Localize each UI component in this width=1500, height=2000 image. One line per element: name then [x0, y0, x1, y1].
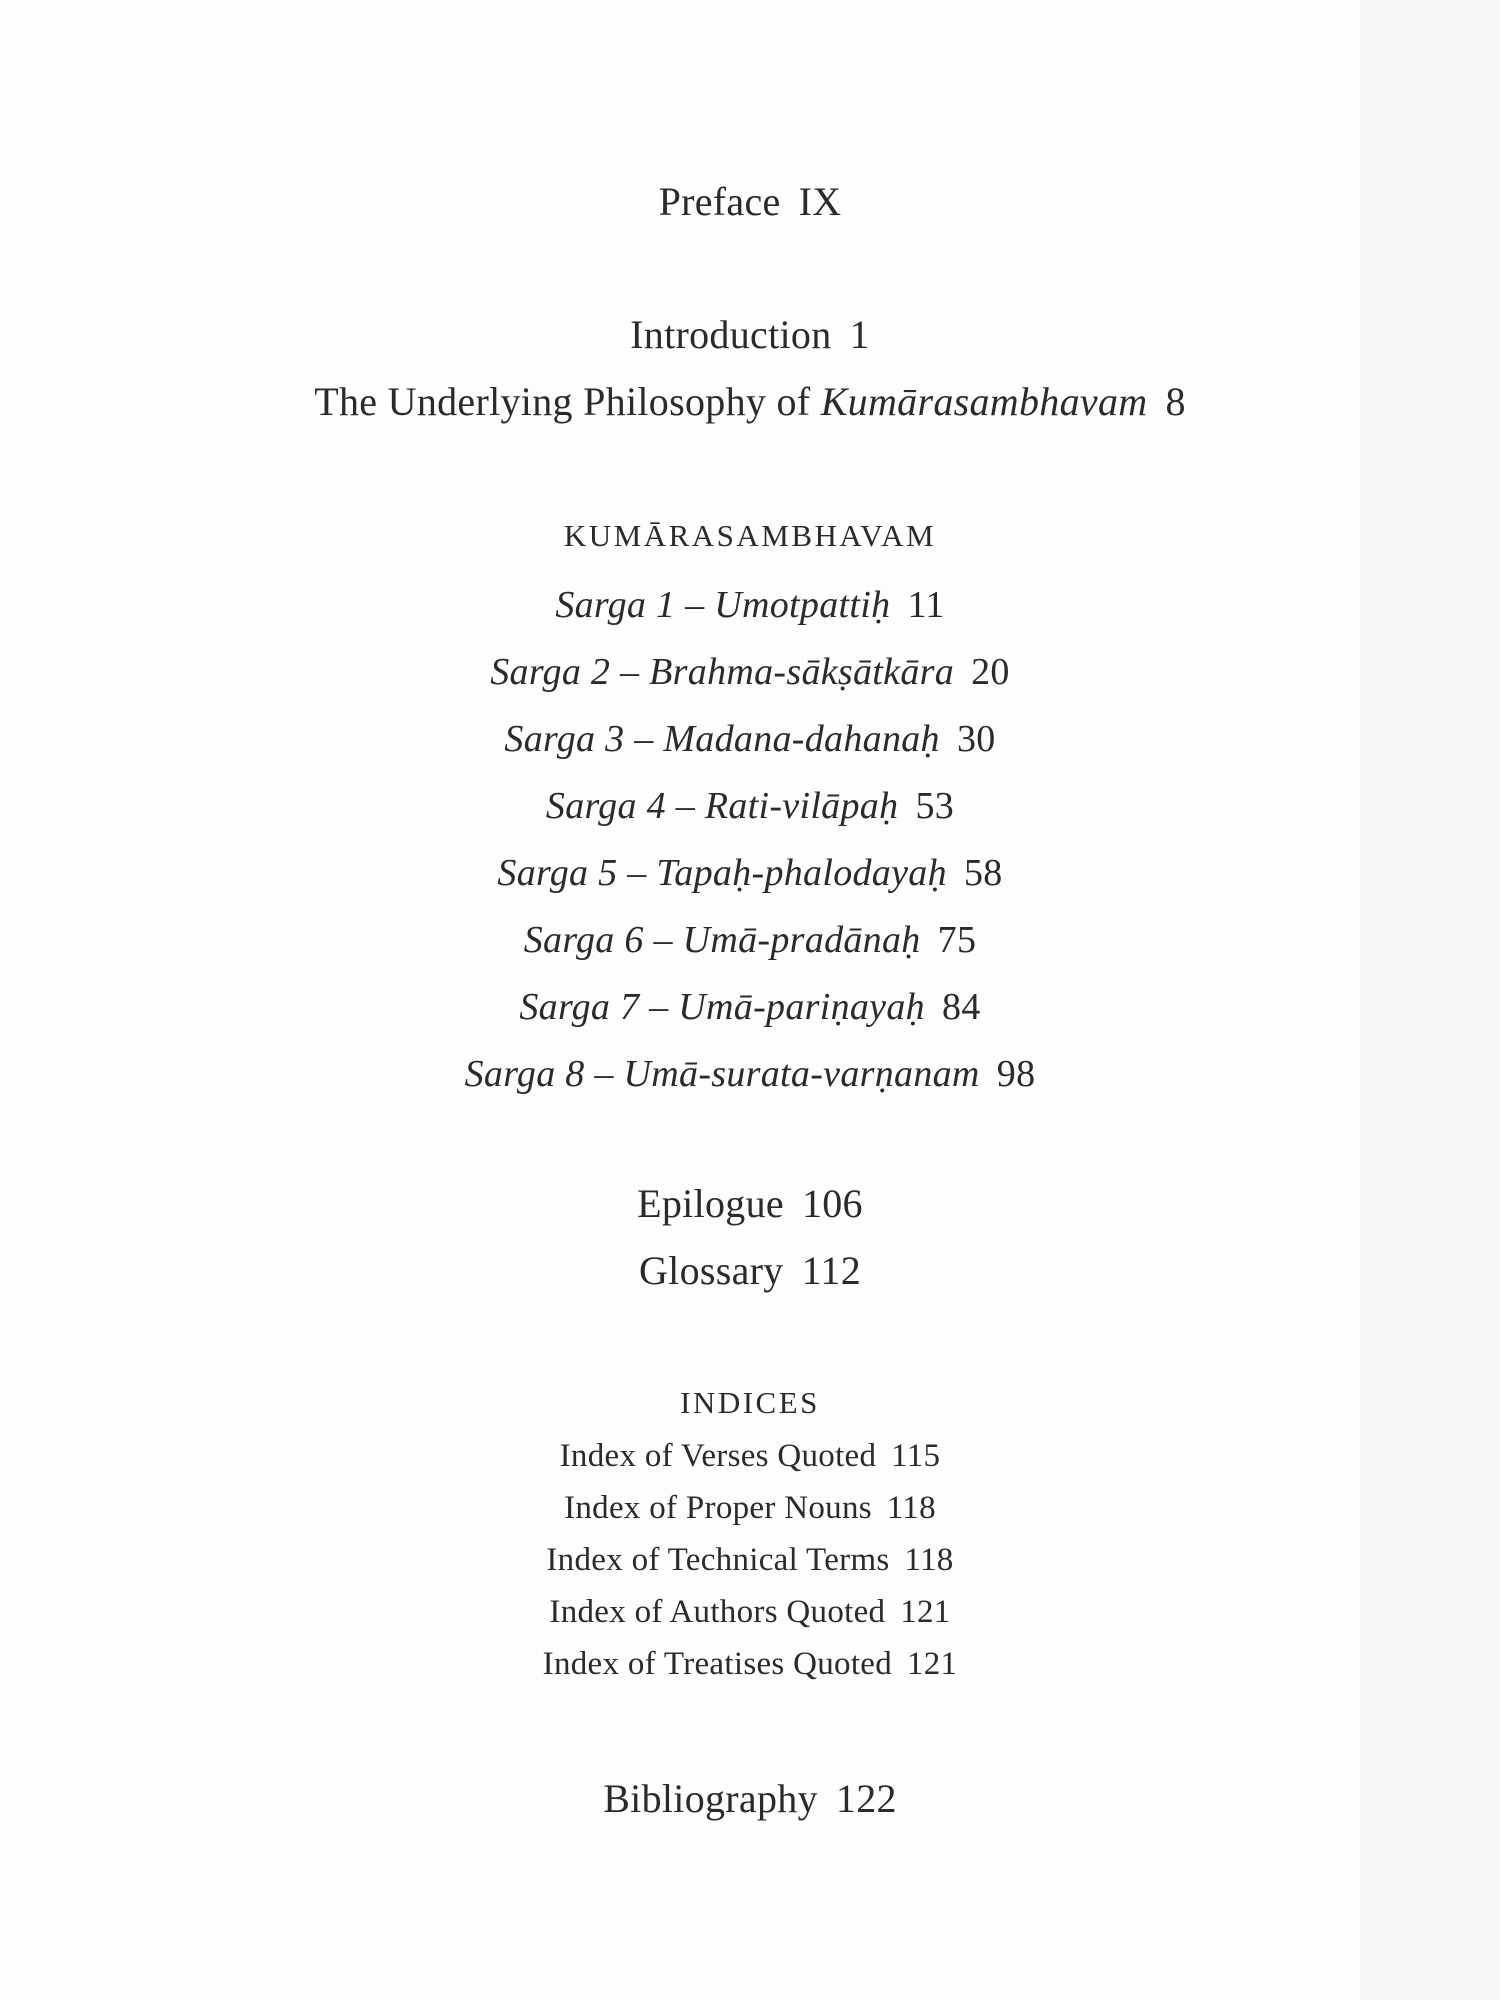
toc-entry-sarga-1: [0, 583, 1500, 627]
toc-label: Index of Proper Nouns: [564, 1490, 872, 1526]
sarga-number: Sarga 8: [464, 1053, 585, 1095]
sarga-number: Sarga 2: [490, 651, 611, 693]
dash: –: [634, 718, 654, 760]
toc-label: Bibliography: [603, 1776, 818, 1821]
sarga-name: Rati-vilāpaḥ: [704, 785, 899, 827]
toc-page-number: 53: [915, 785, 955, 827]
toc-label: Index of Technical Terms: [546, 1542, 890, 1578]
sarga-name: Tapaḥ-phalodayaḥ: [656, 852, 947, 894]
toc-label: The Underlying Philosophy of: [314, 379, 811, 424]
toc-page-number: 121: [900, 1594, 951, 1630]
toc-entry-index-treatises: [0, 1646, 1500, 1683]
dash: –: [675, 785, 695, 827]
dash: –: [620, 651, 640, 693]
toc-page-number: 84: [942, 986, 981, 1028]
sarga-name: Umotpattiḥ: [714, 584, 891, 626]
toc-entry-index-technical-terms: [0, 1542, 1500, 1579]
dash: –: [627, 852, 647, 894]
toc-entry-sarga-6: [0, 918, 1500, 962]
sarga-name: Madana-dahanaḥ: [663, 718, 940, 760]
toc-entry-sarga-3: [0, 717, 1500, 761]
toc-entry-sarga-5: [0, 851, 1500, 895]
toc-label: Glossary: [638, 1248, 784, 1293]
dash: –: [653, 919, 673, 961]
sarga-name: Umā-surata-varṇanam: [623, 1053, 980, 1095]
sarga-name: Umā-pariṇayaḥ: [678, 986, 925, 1028]
toc-page-number: 75: [937, 919, 977, 961]
dash: –: [594, 1053, 614, 1095]
sarga-number: Sarga 7: [519, 986, 640, 1028]
toc-entry-philosophy: [0, 378, 1500, 425]
toc-entry-index-authors: [0, 1594, 1500, 1631]
toc-entry-sarga-2: [0, 650, 1500, 694]
toc-page-number: 118: [904, 1542, 954, 1578]
sarga-name: Umā-pradānaḥ: [682, 919, 921, 961]
toc-page-number: 121: [906, 1646, 958, 1682]
toc-label: Introduction: [630, 312, 832, 357]
toc-page-number: 30: [956, 718, 996, 760]
toc-entry-sarga-4: [0, 784, 1500, 828]
toc-page-number: 58: [963, 852, 1003, 894]
toc-page-number: 11: [907, 584, 945, 626]
toc-entry-sarga-8: [0, 1052, 1500, 1096]
section-heading-indices: INDICES: [680, 1385, 820, 1420]
sarga-number: Sarga 3: [504, 718, 625, 760]
toc-page-number: 118: [886, 1490, 936, 1526]
sarga-name: Brahma-sākṣātkāra: [649, 651, 955, 693]
toc-page-number: 115: [891, 1438, 941, 1474]
toc-entry-epilogue: [0, 1180, 1500, 1227]
dash: –: [649, 986, 669, 1028]
toc-page-number: 1: [849, 312, 870, 357]
toc-entry-introduction: [0, 311, 1500, 358]
sarga-number: Sarga 5: [497, 852, 618, 894]
toc-page-number: 98: [996, 1053, 1036, 1095]
toc-page-number: 106: [801, 1181, 863, 1226]
toc-entry-bibliography: [0, 1775, 1500, 1822]
sarga-number: Sarga 4: [545, 785, 666, 827]
toc-entry-sarga-7: [0, 985, 1500, 1029]
toc-entry-index-verses: [0, 1438, 1500, 1475]
toc-page-number: IX: [798, 179, 842, 224]
toc-label: Index of Treatises Quoted: [542, 1646, 893, 1682]
toc-title-italic: Kumārasambhavam: [820, 379, 1148, 424]
toc-label: Index of Authors Quoted: [549, 1594, 886, 1630]
toc-entry-index-proper-nouns: [0, 1490, 1500, 1527]
toc-page-number: 112: [801, 1248, 862, 1293]
toc-page-number: 20: [971, 651, 1010, 693]
toc-page-number: 8: [1165, 379, 1186, 424]
sarga-number: Sarga 6: [523, 919, 644, 961]
sarga-number: Sarga 1: [555, 584, 676, 626]
toc-label: Preface: [658, 179, 781, 224]
toc-label: Index of Verses Quoted: [559, 1438, 877, 1474]
toc-entry-glossary: [0, 1247, 1500, 1294]
toc-label: Epilogue: [637, 1181, 784, 1226]
toc-page-number: 122: [835, 1776, 897, 1821]
dash: –: [685, 584, 705, 626]
toc-entry-preface: [0, 178, 1500, 225]
section-heading-kumarasambhavam: KUMĀRASAMBHAVAM: [563, 518, 937, 553]
